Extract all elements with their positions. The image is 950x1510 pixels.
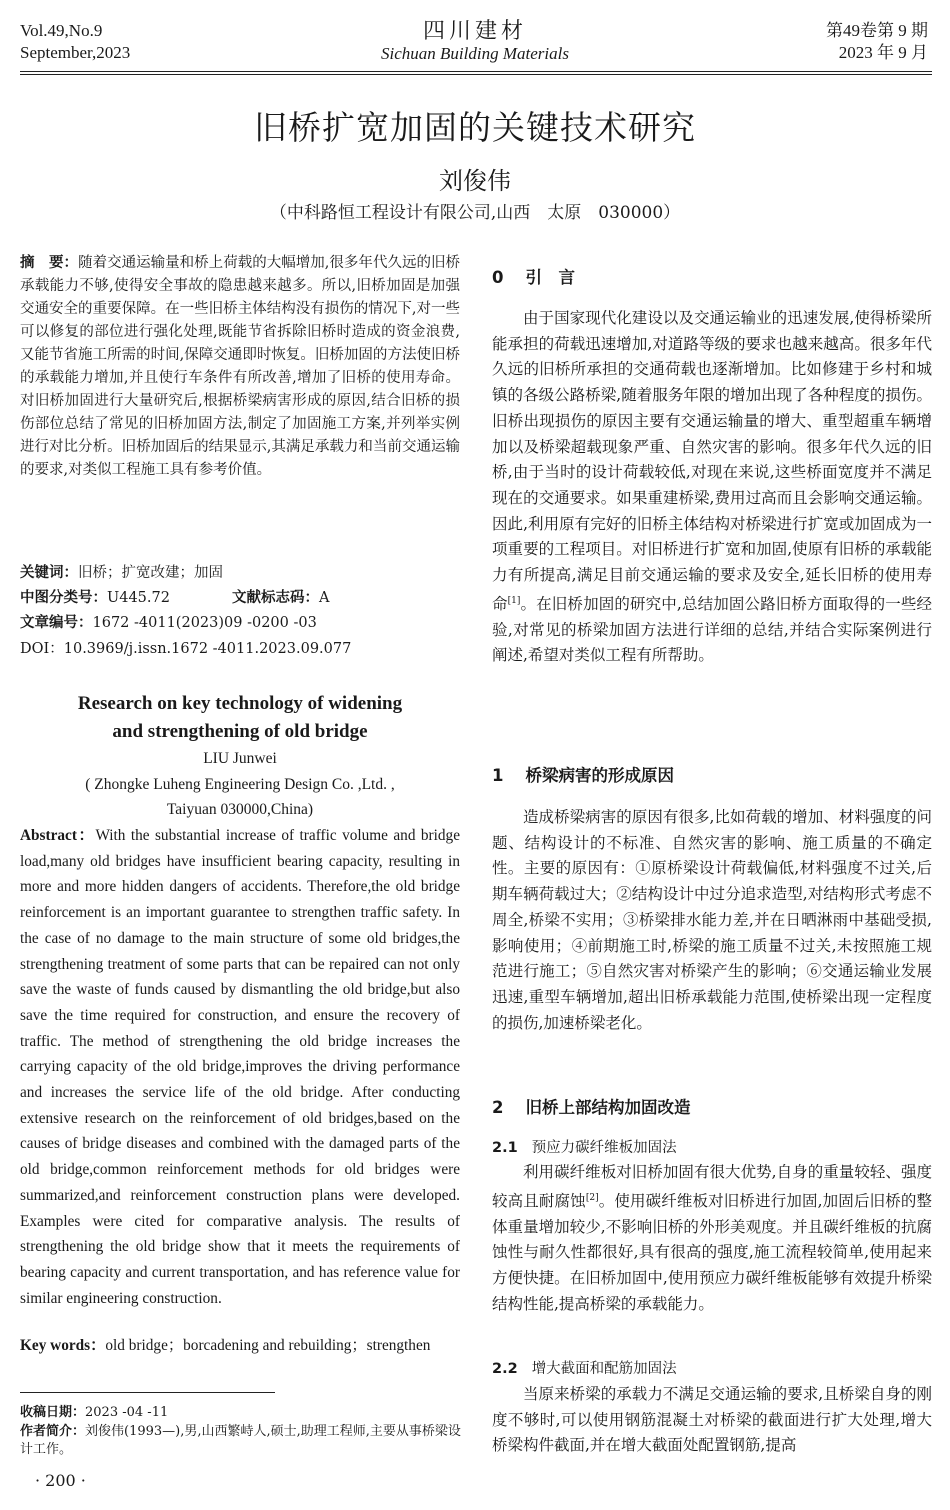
publication-date-en: September,2023 [20, 43, 131, 62]
english-abstract [20, 823, 460, 1311]
english-affiliation-line-1: ( Zhongke Luheng Engineering Design Co. ,Ltd. , [85, 776, 395, 793]
section-0-text-b: 。在旧桥加固的研究中,总结加固公路旧桥方面取得的一些经验,对常见的桥梁加固方法进行详细的总结,并结合实际案例进行阐述,希望对类似工程有所帮助。 [492, 594, 932, 665]
doc-code-label: 文献标志码： [231, 590, 319, 606]
keywords-zh-value: 旧桥；扩宽改建；加固 [78, 565, 223, 581]
section-0-paragraph [492, 306, 932, 669]
header-center [0, 20, 950, 64]
clc-value: U445.72 [107, 590, 170, 606]
volume-issue: Vol.49,No.9 [20, 21, 103, 40]
section-1-paragraph: 造成桥梁病害的原因有很多,比如荷载的增加、材料强度的问题、结构设计的不标准、自然灾害的影响、施工质量的不确定性。主要的原因有：①原桥梁设计荷载偏低,材料强度不过关,后期车辆荷载过大；②结构设计中过分追求造型,对结构形式考虑不周全,桥梁不实用；③桥梁排水能力差,并在日晒淋雨中基础受损,影响使用；④前期施工时,桥梁的施工质量不过关,未按照施工规范进行施工；⑤自然灾害对桥梁产生的影响；⑥交通运输业发展迅速,重型车辆增加,超出旧桥承载能力范围,使桥梁出现一定程度的损伤,加速桥梁老化。 [492, 808, 932, 1032]
received-value: 2023 -04 -11 [85, 1405, 169, 1420]
citation-1: [1] [507, 595, 521, 606]
section-2-title: 旧桥上部结构加固改造 [525, 1098, 691, 1117]
section-2-1-number: 2.1 [492, 1140, 518, 1156]
section-2-2-number: 2.2 [492, 1361, 518, 1377]
article-no-label: 文章编号： [20, 615, 93, 631]
page-number: · 200 · [35, 1471, 86, 1490]
volume-issue-zh: 第49卷第 9 期 [826, 21, 928, 40]
article-affiliation: （中科路恒工程设计有限公司,山西 太原 030000） [269, 203, 681, 223]
classification [20, 587, 329, 609]
section-0-heading [492, 265, 932, 291]
section-0-title: 引 言 [525, 268, 575, 287]
section-2-1-title: 预应力碳纤维板加固法 [531, 1140, 677, 1156]
english-title-line-1: Research on key technology of widening [77, 693, 403, 714]
article-no-value: 1672 -4011(2023)09 -0200 -03 [92, 615, 317, 631]
section-2-heading [492, 1095, 932, 1121]
section-2-2-heading [492, 1358, 932, 1380]
english-author: LIU Junwei [203, 750, 277, 767]
header-rule [20, 71, 932, 72]
section-0-text-a: 由于国家现代化建设以及交通运输业的迅速发展,使得桥梁所能承担的荷载迅速增加,对道路等级的要求也越来越高。很多年代久远的旧桥所承担的交通荷载也逐渐增加。比如修建于乡村和城镇的各级公路桥梁,随着服务年限的增加出现了各种程度的损伤。旧桥出现损伤的原因主要有交通运输量的增大、重型超重车辆增加以及桥梁超载现象严重、自然灾害的影响。很多年代久远的旧桥,由于当时的设计荷载较低,对现在来说,这些桥面宽度并不满足现在的交通要求。如果重建桥梁,费用过高而且会影响交通运输。因此,利用原有完好的旧桥主体结构对桥梁进行扩宽或加固成为一项重要的工程项目。对旧桥进行扩宽和加固,使原有旧桥的承载能力有所提高,满足目前交通运输的要求及安全,延长旧桥的使用寿命 [492, 309, 932, 613]
abstract-zh-label: 摘 要： [20, 255, 79, 271]
header-right [826, 20, 928, 64]
english-keywords [20, 1333, 460, 1358]
abstract-zh [20, 252, 460, 482]
keywords-zh-label: 关键词： [20, 565, 78, 581]
article-author: 刘俊伟 [439, 167, 511, 195]
section-2-1-paragraph [492, 1160, 932, 1317]
section-2-2-title: 增大截面和配筋加固法 [531, 1361, 677, 1377]
section-2-2-paragraph: 当原来桥梁的承载力不满足交通运输的要求,且桥梁自身的刚度不够时,可以使用钢筋混凝土对桥梁的截面进行扩大处理,增大桥梁构件截面,并在增大截面处配置钢筋,提高 [492, 1385, 932, 1455]
keywords-zh [20, 562, 223, 584]
section-0-number: 0 [492, 268, 504, 287]
section-2-number: 2 [492, 1098, 504, 1117]
english-keywords-value: old bridge；borcadening and rebuilding；strengthen [105, 1337, 431, 1354]
publication-date-zh: 2023 年 9 月 [838, 43, 928, 62]
article-title: 旧桥扩宽加固的关键技术研究 [254, 108, 696, 147]
abstract-zh-text: 随着交通运输量和桥上荷载的大幅增加,很多年代久远的旧桥承载能力不够,使得安全事故的隐患越来越多。所以,旧桥加固是加强交通安全的重要保障。在一些旧桥主体结构没有损伤的情况下,对一些可以修复的部位进行强化处理,既能节省拆除旧桥时造成的资金浪费,又能节省施工所需的时间,保障交通即时恢复。旧桥加固的方法使旧桥的承载能力增加,并且使行车条件有所改善,增加了旧桥的使用寿命。对旧桥加固进行大量研究后,根据桥梁病害形成的原因,结合旧桥的损伤部位总结了常见的旧桥加固方法,制定了加固施工方案,并列举实例进行对比分析。旧桥加固后的结果显示,其满足承载力和当前交通运输的要求,对类似工程施工具有参考价值。 [20, 255, 461, 478]
header-rule-thin [20, 74, 932, 75]
journal-logo: 四川建材 [422, 19, 527, 44]
article-number [20, 612, 317, 634]
footnote-rule [20, 1392, 275, 1393]
english-title [20, 690, 460, 746]
english-abstract-text: With the substantial increase of traffic volume and bridge load,many old bridges have insufficient bearing capacity, resulting in more and more hidden dangers of accidents. Therefore,the old bridge reinforcement is an important guarantee to strengthen traffic safety. In the case of no damage to the main structure of some old bridges,the strengthening treatment of some parts that can be repaired can not only save the waste of funds caused by dismantling the old bridge,but also save the time required for construction, and ensure the recovery of traffic. The method of strengthening the old bridge increases the carrying capacity of the old bridge,improves the driving performance and increases the service life of the old bridge. After conducting extensive research on the reinforcement of old bridges,based on the causes of bridge diseases and combined with the damaged parts of the old bridge,common reinforcement methods for old bridges were summarized,and reinforcement construction plans were developed. Examples were cited for comparative analysis. The results of strengthening the old bridge show that it meets the requirements of bearing capacity and current transportation, and has reference value for similar engineering construction. [20, 827, 460, 1307]
journal-name-en: Sichuan Building Materials [381, 44, 569, 63]
section-2-1-text-b: 。使用碳纤维板对旧桥进行加固,加固后旧桥的整体重量增加较少,不影响旧桥的外形美观度。并且碳纤维板的抗腐蚀性与耐久性都很好,具有很高的强度,施工流程较简单,使用起来方便快捷。在旧桥加固中,使用预应力碳纤维板能够有效提升桥梁结构性能,提高桥梁的承载能力。 [492, 1191, 932, 1313]
section-1-heading [492, 763, 932, 789]
section-2-1-text-a: 利用碳纤维板对旧桥加固有很大优势,自身的重量较轻、强度较高且耐腐蚀 [492, 1163, 932, 1210]
english-title-line-2: and strengthening of old bridge [112, 721, 368, 742]
doi: DOI：10.3969/j.issn.1672 -4011.2023.09.077 [20, 641, 352, 657]
english-abstract-label: Abstract： [20, 827, 96, 844]
section-2-1-heading [492, 1137, 932, 1159]
section-1-title: 桥梁病害的形成原因 [525, 766, 674, 785]
english-keywords-label: Key words： [20, 1337, 106, 1354]
received-label: 收稿日期： [20, 1405, 86, 1420]
bio-text: 刘俊伟(1993—),男,山西繁峙人,硕士,助理工程师,主要从事桥梁设计工作。 [20, 1424, 461, 1457]
citation-2: [2] [585, 1192, 599, 1203]
author-bio [20, 1423, 465, 1459]
section-1-number: 1 [492, 766, 504, 785]
clc-label: 中图分类号： [20, 590, 107, 606]
english-affiliation-line-2: Taiyuan 030000,China) [166, 801, 314, 818]
bio-label: 作者简介： [20, 1424, 86, 1439]
received-date [20, 1404, 465, 1422]
doc-code-value: A [318, 590, 330, 606]
